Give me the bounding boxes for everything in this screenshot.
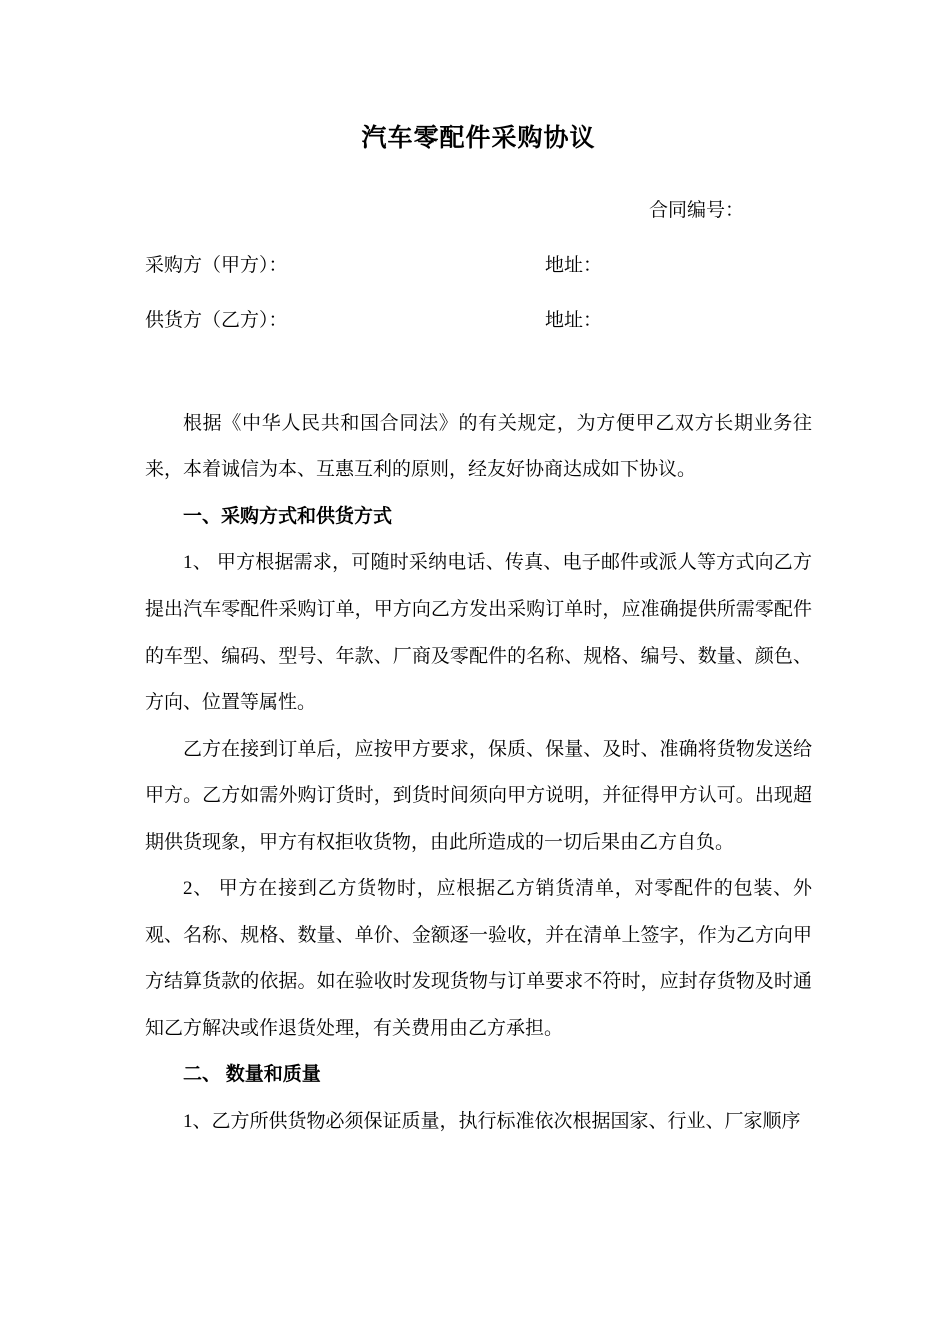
party-row-buyer: [145, 253, 812, 280]
supplier-label: 供货方（乙方）：: [145, 310, 288, 332]
party-row-supplier: [145, 308, 812, 335]
buyer-address-label: 地址：: [545, 254, 603, 276]
section-2-paragraph-1: 1、乙方所供货物必须保证质量，执行标准依次根据国家、行业、厂家顺序: [183, 1110, 801, 1132]
document-body: [145, 401, 812, 1146]
contract-number-label: 合同编号：: [648, 200, 744, 221]
document-title: 汽车零配件采购协议: [361, 125, 596, 152]
section-1-paragraph-1: 1、 甲方根据需求，可随时采纳电话、传真、电子邮件或派人等方式向乙方提出汽车零配件采购订单，甲方向乙方发出采购订单时，应准确提供所需零配件的车型、编码、型号、年款、厂商及零配件的名称、规格、编号、数量、颜色、方向、位置等属性。: [145, 552, 812, 714]
intro-paragraph: 根据《中华人民共和国合同法》的有关规定，为方便甲乙双方长期业务往来，本着诚信为本、互惠互利的原则，经友好协商达成如下协议。: [145, 412, 812, 481]
section-1-heading: 一、采购方式和供货方式: [183, 505, 393, 527]
section-1-paragraph-3: 2、 甲方在接到乙方货物时，应根据乙方销货清单，对零配件的包装、外观、名称、规格、数量、单价、金额逐一验收，并在清单上签字，作为乙方向甲方结算货款的依据。如在验收时发现货物与订单要求不符时，应封存货物及时通知乙方解决或作退货处理，有关费用由乙方承担。: [145, 878, 812, 1039]
section-2-heading: 二、 数量和质量: [183, 1064, 321, 1086]
section-1-paragraph-2: 乙方在接到订单后，应按甲方要求，保质、保量、及时、准确将货物发送给甲方。乙方如需外购订货时，到货时间须向甲方说明，并征得甲方认可。出现超期供货现象，甲方有权拒收货物，由此所造成的一切后果由乙方自负。: [145, 738, 812, 853]
supplier-address-label: 地址：: [545, 310, 603, 332]
buyer-label: 采购方（甲方）：: [145, 254, 288, 276]
